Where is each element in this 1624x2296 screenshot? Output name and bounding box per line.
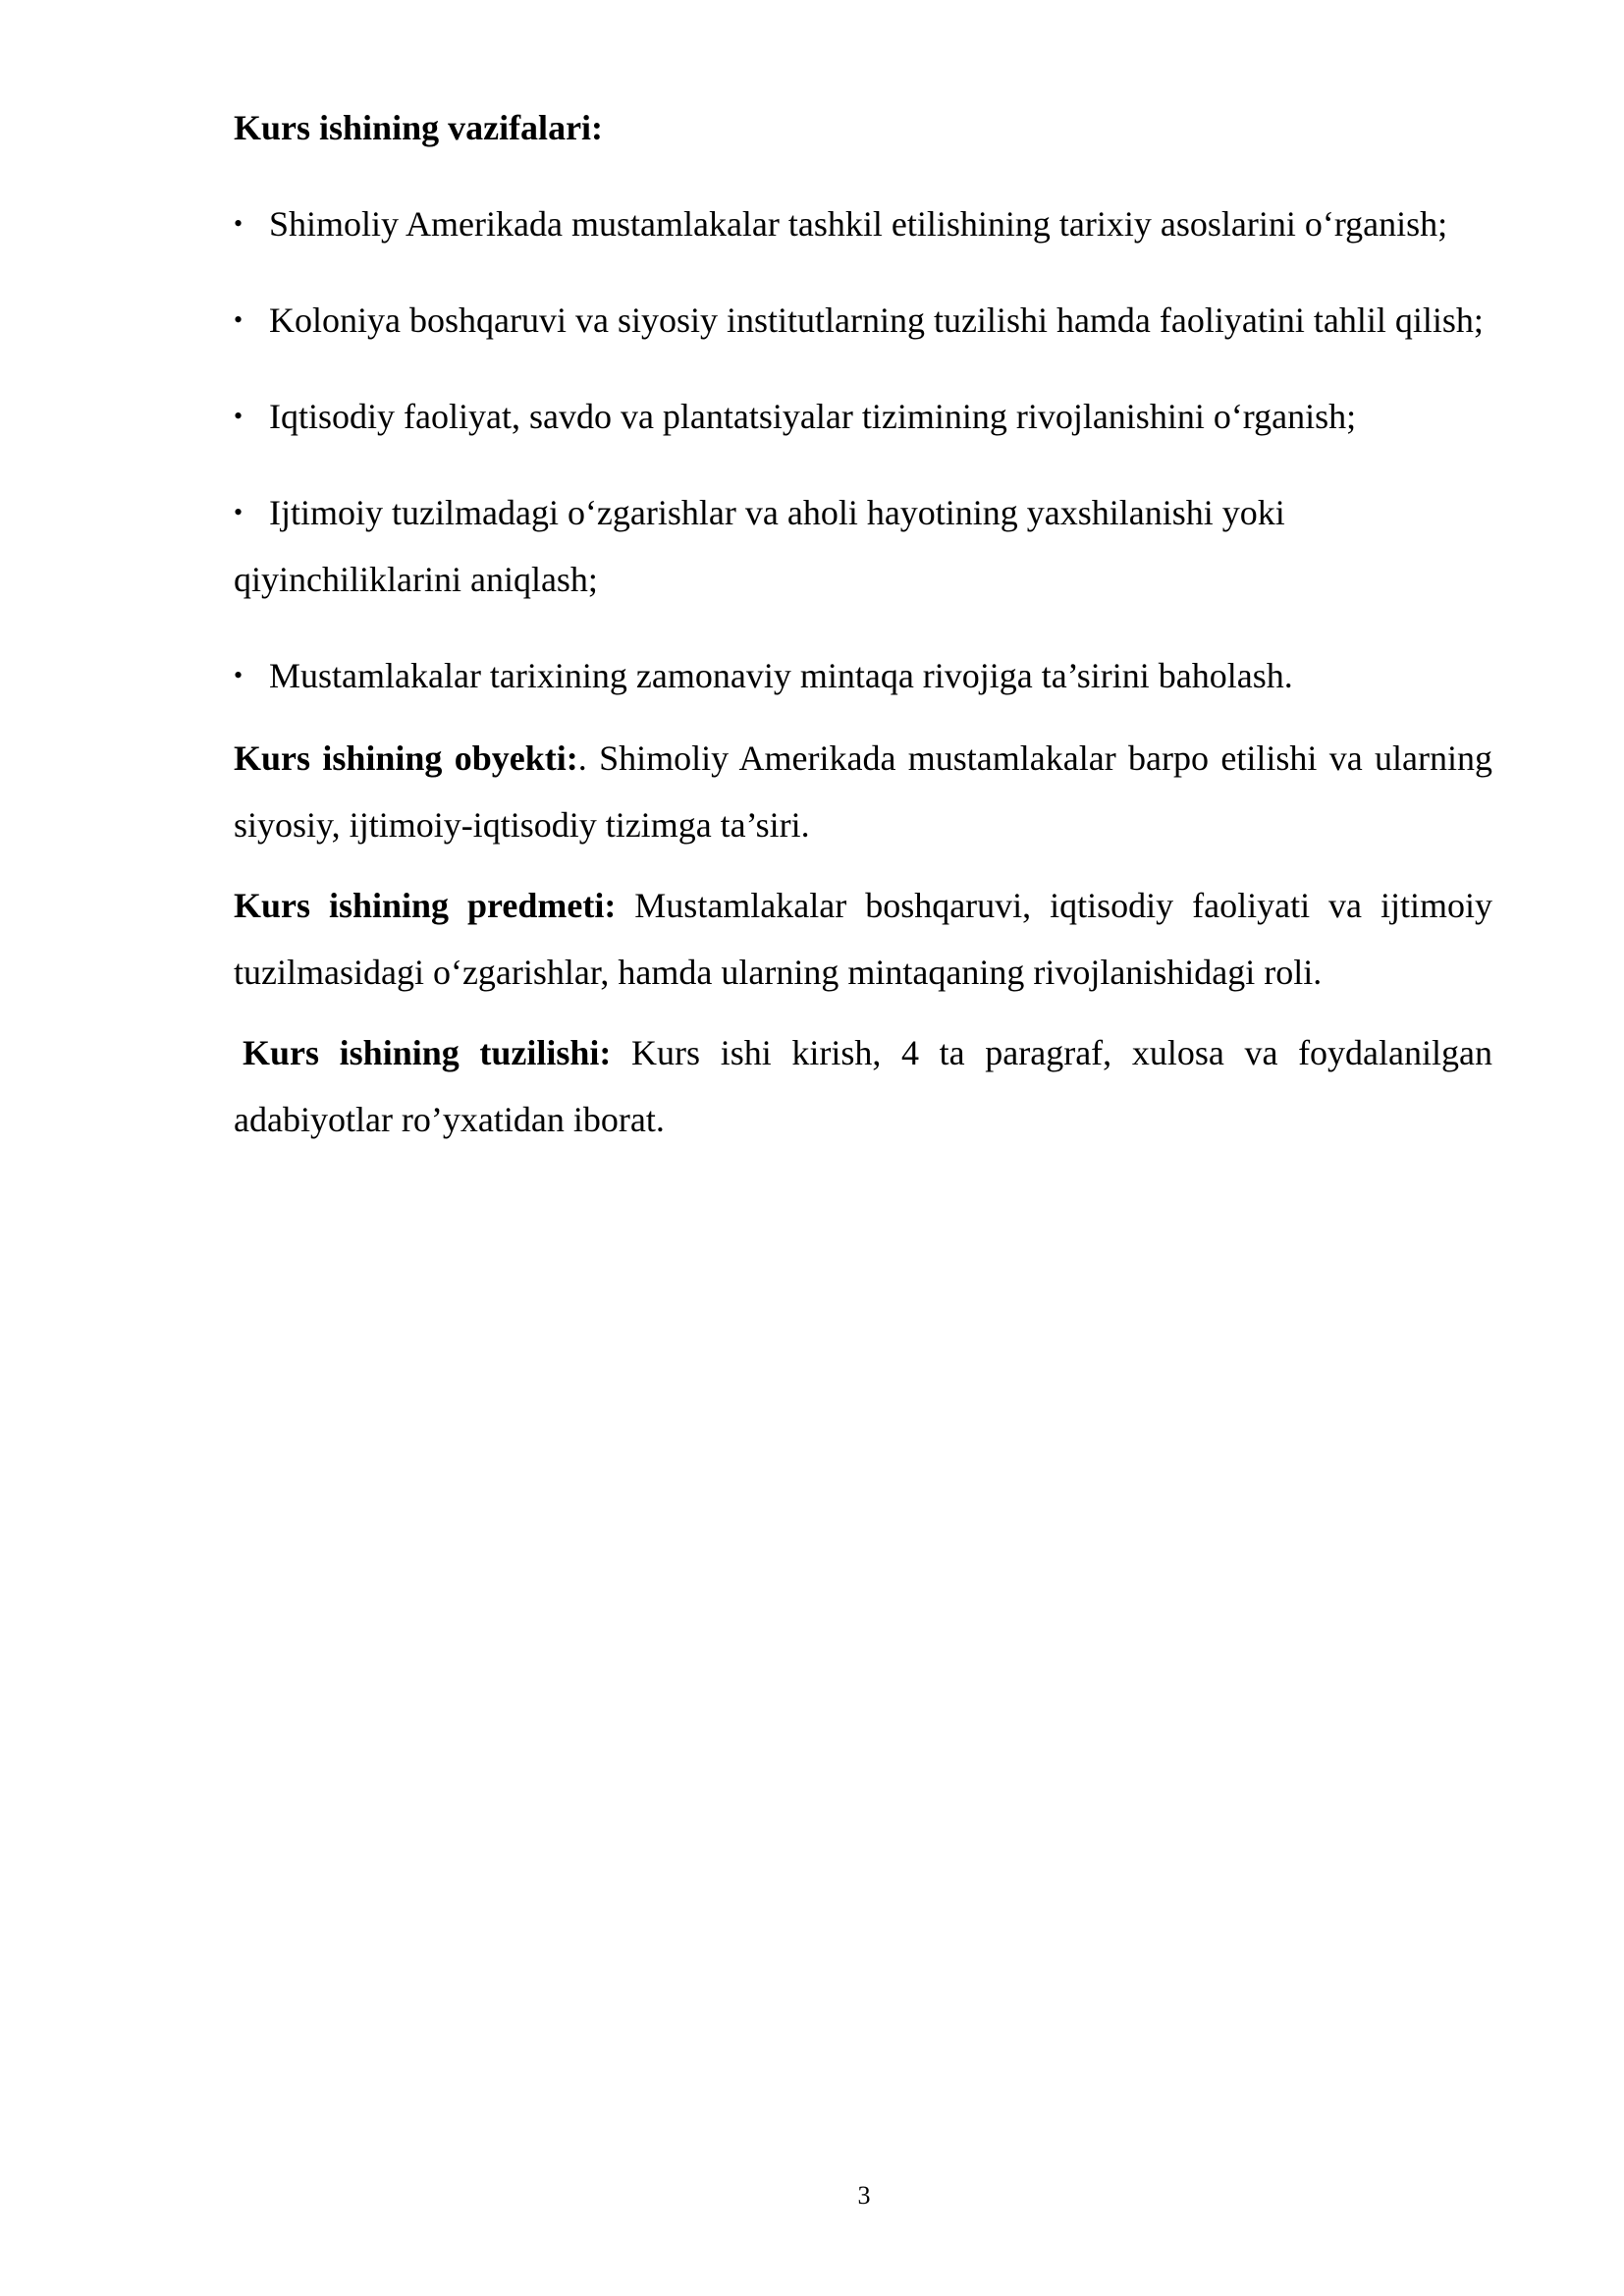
tasks-list xyxy=(234,191,1492,709)
subject-text: Mustamlakalar boshqaruvi, iqtisodiy faoliyati va ijtimoiy tuzilmasidagi o‘zgarishlar, hamda ularning mintaqaning rivojlanishidagi roli. xyxy=(234,886,1492,992)
list-item xyxy=(234,383,1492,450)
task-text: Iqtisodiy faoliyat, savdo va plantatsiyalar tizimining rivojlanishini o‘rganish; xyxy=(269,397,1357,436)
bullet-icon: • xyxy=(234,661,244,689)
bullet-icon: • xyxy=(234,305,244,334)
task-text: Shimoliy Amerikada mustamlakalar tashkil etilishining tarixiy asoslarini o‘rganish; xyxy=(269,204,1448,244)
bullet-icon: • xyxy=(234,402,244,430)
list-item xyxy=(234,642,1492,709)
page-number: 3 xyxy=(857,2181,871,2210)
document-page xyxy=(234,94,1492,1167)
subject-label: Kurs ishining predmeti: xyxy=(234,886,617,925)
list-item xyxy=(234,191,1492,257)
task-text: Koloniya boshqaruvi va siyosiy institutlarning tuzilishi hamda faoliyatini tahlil qilish; xyxy=(269,301,1484,340)
object-label: Kurs ishining obyekti: xyxy=(234,738,578,778)
structure-label: Kurs ishining tuzilishi: xyxy=(243,1033,612,1072)
subject-paragraph xyxy=(234,872,1492,1006)
structure-paragraph xyxy=(234,1019,1492,1153)
list-item xyxy=(234,287,1492,354)
bullet-icon: • xyxy=(234,209,244,238)
bullet-icon: • xyxy=(234,498,244,526)
task-text: Ijtimoiy tuzilmadagi o‘zgarishlar va aholi hayotining yaxshilanishi yoki qiyinchiliklarini aniqlash; xyxy=(234,493,1285,599)
structure-text: Kurs ishi kirish, 4 ta paragraf, xulosa va foydalanilgan adabiyotlar ro’yxatidan iborat. xyxy=(234,1033,1493,1139)
task-text: Mustamlakalar tarixining zamonaviy mintaqa rivojiga ta’sirini baholash. xyxy=(269,656,1293,695)
tasks-heading: Kurs ishining vazifalari: xyxy=(234,108,604,147)
object-text: . Shimoliy Amerikada mustamlakalar barpo etilishi va ularning siyosiy, ijtimoiy-iqtisodiy tizimga ta’siri. xyxy=(234,738,1492,845)
list-item xyxy=(234,479,1492,613)
object-paragraph xyxy=(234,725,1492,858)
